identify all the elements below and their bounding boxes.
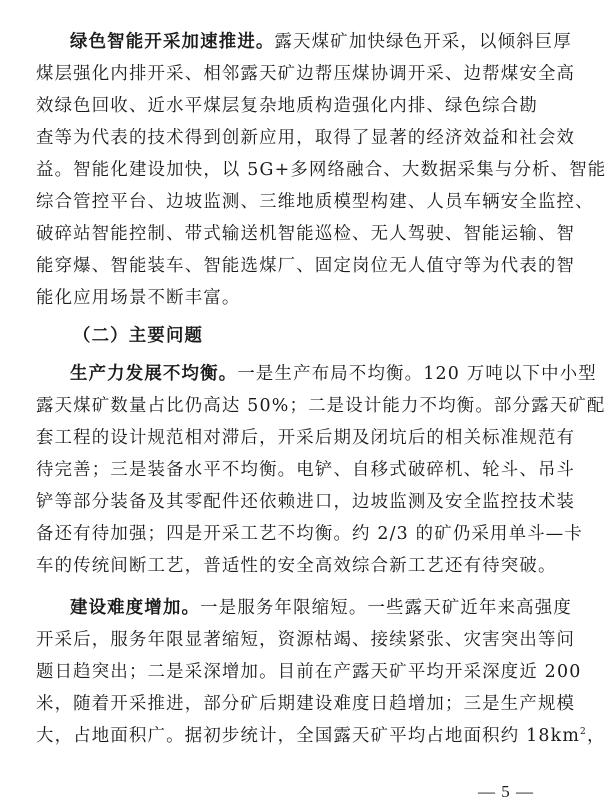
superscript: 2 bbox=[580, 727, 587, 738]
paragraph-line bbox=[0, 598, 572, 618]
paragraph-line: 煤层强化内排开采、相邻露天矿边帮压煤协调开采、边帮煤安全高 bbox=[36, 64, 576, 84]
paragraph-text: 露天煤矿加快绿色开采，以倾斜巨厚 bbox=[274, 32, 572, 52]
paragraph-line: 车的传统间断工艺，普适性的安全高效综合新工艺还有待突破。 bbox=[36, 556, 557, 576]
paragraph-line: 题日趋突出；二是采深增加。目前在产露天矿平均开采深度近 200 bbox=[36, 662, 582, 682]
paragraph-line: 益。智能化建设加快，以 5G+多网络融合、大数据采集与分析、智能 bbox=[36, 160, 606, 180]
paragraph-line: 备还有待加强；四是开采工艺不均衡。约 2/3 的矿仍采用单斗—卡 bbox=[36, 524, 583, 544]
paragraph-line: 开采后，服务年限显著缩短，资源枯竭、接续紧张、灾害突出等问 bbox=[36, 630, 576, 650]
paragraph-text: ， bbox=[586, 726, 606, 746]
paragraph-heading: 生产力发展不均衡。 bbox=[70, 364, 238, 384]
paragraph-line: 铲等部分装备及其零配件还依赖进口，边坡监测及安全监控技术装 bbox=[36, 492, 576, 512]
paragraph-text: 一是服务年限缩短。一些露天矿近年来高强度 bbox=[200, 598, 572, 618]
paragraph-line: 破碎站智能控制、带式输送机智能巡检、无人驾驶、智能运输、智 bbox=[36, 224, 576, 244]
paragraph-heading: 绿色智能开采加速推进。 bbox=[70, 32, 275, 52]
paragraph-line: 待完善；三是装备水平不均衡。电铲、自移式破碎机、轮斗、吊斗 bbox=[36, 460, 576, 480]
paragraph-line: 套工程的设计规范相对滞后，开采后期及闭坑后的相关标准规范有 bbox=[36, 428, 576, 448]
paragraph-text: 一是生产布局不均衡。120 万吨以下中小型 bbox=[237, 364, 597, 384]
paragraph-line bbox=[0, 364, 597, 384]
paragraph-line: 露天煤矿数量占比仍高达 50%；二是设计能力不均衡。部分露天矿配 bbox=[36, 396, 606, 416]
paragraph-line: 查等为代表的技术得到创新应用，取得了显著的经济效益和社会效 bbox=[36, 128, 576, 148]
paragraph-line: 能穿爆、智能装车、智能选煤厂、固定岗位无人值守等为代表的智 bbox=[36, 256, 576, 276]
paragraph-line bbox=[0, 32, 572, 52]
section-subheading: （二）主要问题 bbox=[73, 326, 204, 346]
paragraph-text: 大，占地面积广。据初步统计，全国露天矿平均占地面积约 18km bbox=[36, 726, 581, 746]
paragraph-line: 能化应用场景不断丰富。 bbox=[36, 288, 241, 308]
paragraph-line: 效绿色回收、近水平煤层复杂地质构造强化内排、绿色综合勘 bbox=[36, 96, 538, 116]
paragraph-line: 米，随着开采推进，部分矿后期建设难度日趋增加；三是生产规模 bbox=[36, 694, 576, 714]
paragraph-line bbox=[0, 726, 606, 746]
page-number: — 5 — bbox=[478, 782, 534, 801]
paragraph-heading: 建设难度增加。 bbox=[70, 598, 201, 618]
paragraph-line: 综合管控平台、边坡监测、三维地质模型构建、人员车辆安全监控、 bbox=[36, 192, 594, 212]
